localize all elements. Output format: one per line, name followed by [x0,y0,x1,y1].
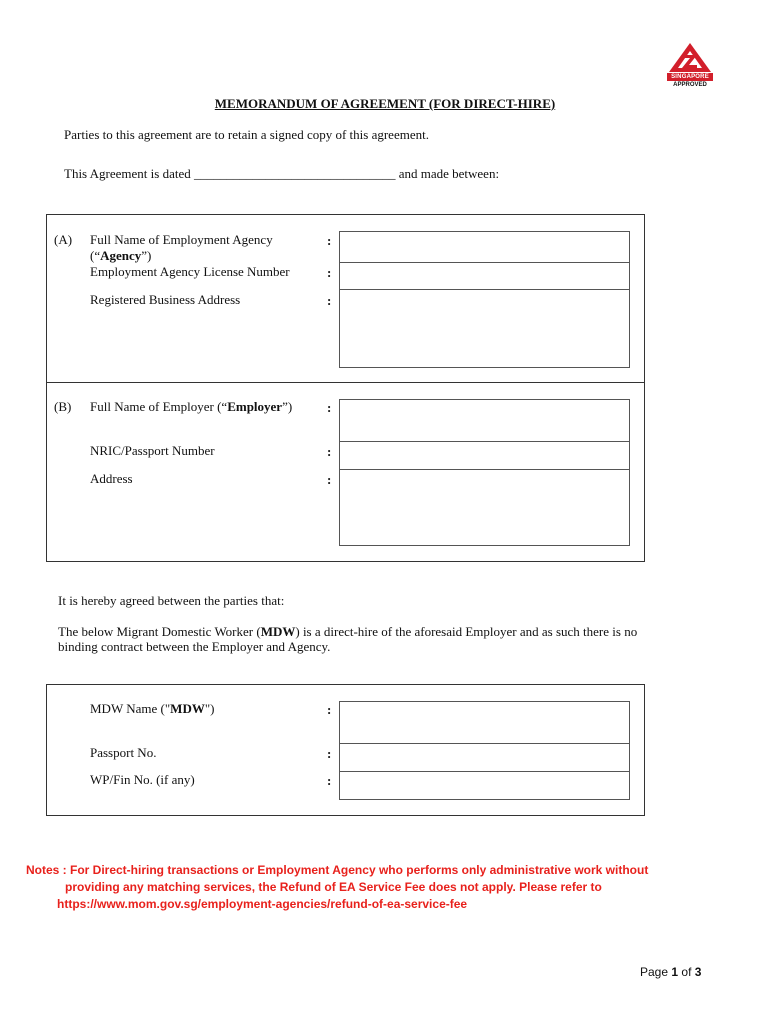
colon-license: : [327,265,332,280]
colon-employer-name: : [327,400,332,415]
date-blank[interactable]: _______________________________ [193,166,396,181]
business-address-field[interactable] [339,289,630,368]
dated-suffix: and made between: [398,166,500,181]
agency-quote-close: ”) [141,248,152,263]
license-number-field[interactable] [339,262,630,290]
section-a-marker: (A) [54,232,73,247]
section-b-marker: (B) [54,399,72,414]
notes-line1: Notes : For Direct-hiring transactions or Employment Agency who performs only administrative work without [26,863,649,877]
agency-bold-word: Agency [100,248,142,263]
section-divider [46,382,645,383]
agency-name-field[interactable] [339,231,630,263]
mdw-name-label [90,701,214,717]
employer-label-suffix: ”) [282,399,293,414]
mdw-name-field[interactable] [339,701,630,744]
footer-page-total: 3 [694,965,702,979]
employer-address-label: Address [90,471,133,486]
notes-refund-link[interactable]: https://www.mom.gov.sg/employment-agencies/refund-of-ea-service-fee [57,897,468,911]
mdw-statement-prefix: The below Migrant Domestic Worker ( [58,624,261,639]
agency-quote-open: (“ [90,248,101,263]
passport-no-field[interactable] [339,743,630,772]
colon-business-address: : [327,293,332,308]
license-number-label: Employment Agency License Number [90,264,290,279]
mdw-name-bold: MDW [170,701,205,716]
colon-passport: : [327,746,332,761]
colon-mdw-name: : [327,702,332,717]
footer-page-word: Page [640,965,669,979]
mdw-statement-line1 [58,624,637,640]
agency-name-label-line1: Full Name of Employment Agency [90,232,273,247]
business-address-label: Registered Business Address [90,292,241,307]
retain-copy-text: Parties to this agreement are to retain a signed copy of this agreement. [64,127,429,142]
mdw-statement-line2: binding contract between the Employer and Agency. [58,639,331,654]
colon-employer-address: : [327,472,332,487]
footer-page-num: 1 [671,965,679,979]
notes-line2: providing any matching services, the Refund of EA Service Fee does not apply. Please refer to [65,880,602,894]
notes-block [26,862,726,913]
nric-passport-label: NRIC/Passport Number [90,443,215,458]
mdw-name-prefix: MDW Name (" [90,701,171,716]
mdw-name-suffix: ") [204,701,215,716]
agency-name-label-line2 [90,248,151,264]
employer-label-prefix: Full Name of Employer (“ [90,399,228,414]
employer-bold-word: Employer [227,399,283,414]
mdw-statement-bold: MDW [260,624,296,639]
passport-no-label: Passport No. [90,745,157,760]
employer-name-label [90,399,292,415]
hereby-agreed-text: It is hereby agreed between the parties that: [58,593,285,608]
colon-nric: : [327,444,332,459]
mdw-statement-suffix: ) is a direct-hire of the aforesaid Employer and as such there is no [295,624,638,639]
colon-agency-name: : [327,233,332,248]
logo-approved-text: APPROVED [673,82,707,88]
footer-of-word: of [681,965,692,979]
page-footer [640,965,701,979]
employer-name-field[interactable] [339,399,630,442]
colon-wp-fin: : [327,773,332,788]
nric-passport-field[interactable] [339,441,630,470]
employer-address-field[interactable] [339,469,630,546]
dated-prefix: This Agreement is dated [64,166,191,181]
wp-fin-field[interactable] [339,771,630,800]
approved-logo [667,42,713,92]
wp-fin-label: WP/Fin No. (if any) [90,772,195,787]
logo-singapore-text: SINGAPORE [667,73,713,81]
agreement-date-line [64,166,499,182]
document-title: MEMORANDUM OF AGREEMENT (FOR DIRECT-HIRE) [214,96,556,111]
